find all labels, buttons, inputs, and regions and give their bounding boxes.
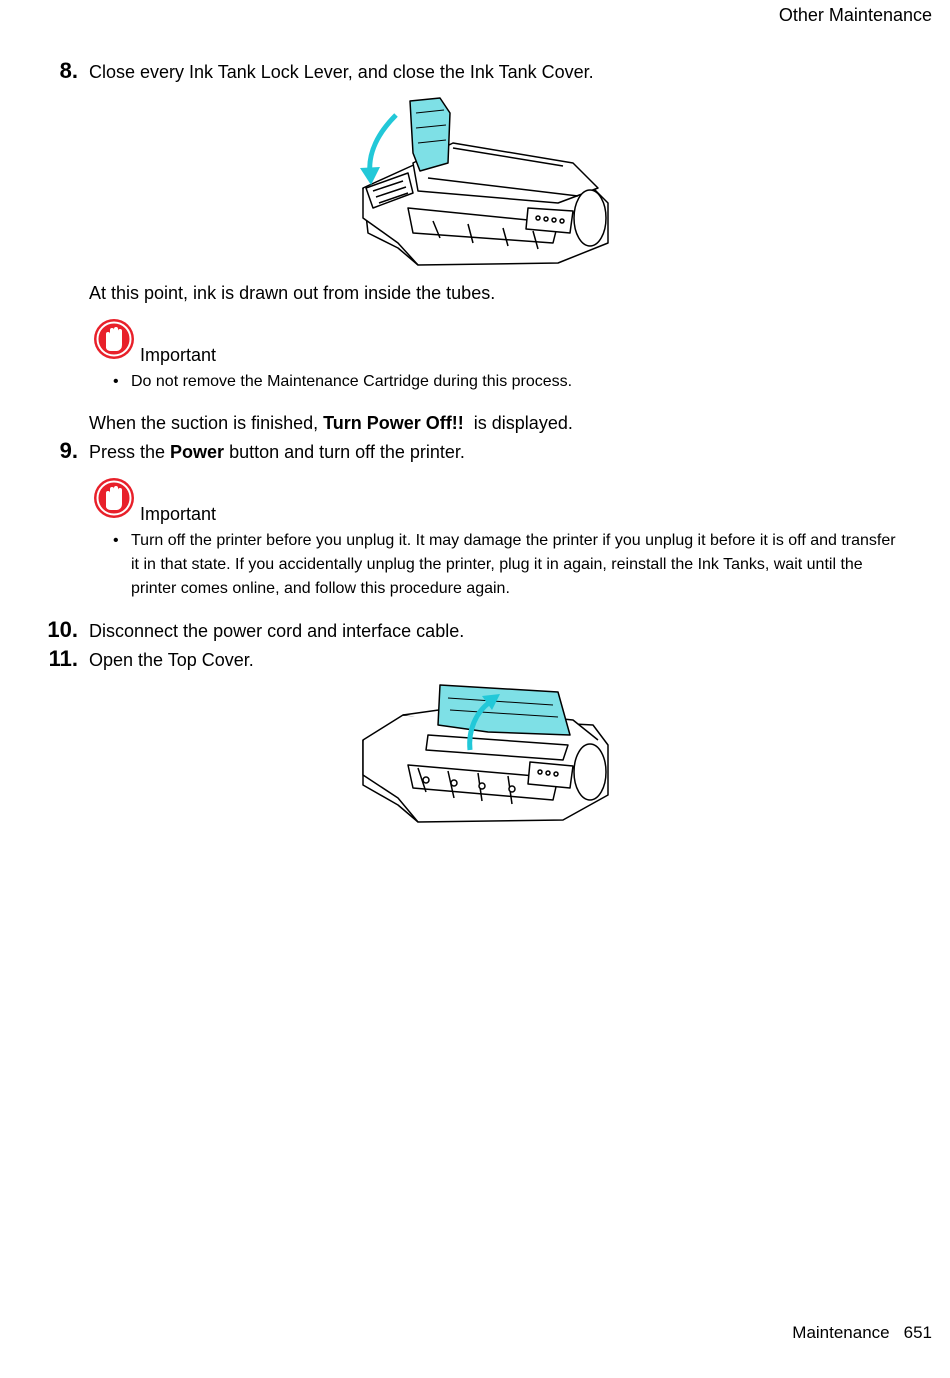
step9-text-before: Press the <box>89 442 171 462</box>
note-bullet-text: Do not remove the Maintenance Cartridge during this process. <box>131 373 573 390</box>
note-bullet <box>113 529 903 601</box>
stop-hand-icon <box>93 318 135 360</box>
note-bullet-text: Turn off the printer before you unplug it. It may damage the printer if you unplug it before it is off and transfer it in that state. If you accidentally unplug the printer, plug it in again, reinstall the Ink Tanks, wait until the printer comes online, and follow this procedure again. <box>131 532 896 597</box>
note-title: Important <box>140 345 217 365</box>
step-text-8: Close every Ink Tank Lock Lever, and close the Ink Tank Cover. <box>89 62 594 82</box>
stop-hand-icon <box>93 477 135 519</box>
step-number-9: 9. <box>59 438 78 463</box>
step-number-10: 10. <box>47 617 78 642</box>
step-number-8: 8. <box>59 58 78 83</box>
power-button-label: Power <box>170 442 225 462</box>
suction-text-after: is displayed. <box>463 413 573 433</box>
step-text-10: Disconnect the power cord and interface cable. <box>89 621 465 641</box>
note-title: Important <box>140 504 217 524</box>
step-text-9 <box>89 442 465 463</box>
printer-ink-tank-cover-figure <box>358 93 618 273</box>
step-number-11: 11. <box>48 646 78 671</box>
note-bullet <box>113 370 903 394</box>
page-number: 651 <box>903 1323 932 1342</box>
ink-drawn-paragraph: At this point, ink is drawn out from inside the tubes. <box>89 283 496 303</box>
suction-text-before: When the suction is finished, <box>89 413 324 433</box>
message-turn-power-off: Turn Power Off!! <box>323 413 464 433</box>
footer-chapter: Maintenance <box>792 1323 890 1342</box>
step-text-11: Open the Top Cover. <box>89 650 254 670</box>
running-header: Other Maintenance <box>778 5 932 25</box>
suction-paragraph <box>89 413 573 434</box>
step9-text-after: button and turn off the printer. <box>224 442 465 462</box>
bullet-mark: • <box>113 532 119 549</box>
page-footer <box>778 1323 932 1343</box>
bullet-mark: • <box>113 373 119 390</box>
printer-top-cover-figure <box>358 680 618 830</box>
